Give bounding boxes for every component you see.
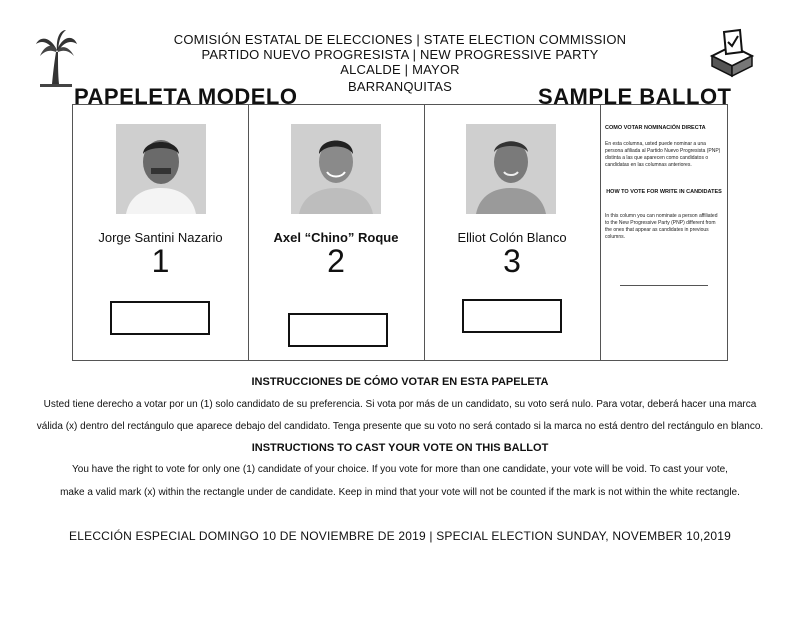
- candidate-column-3: [424, 105, 601, 360]
- write-in-text-es: En esta columna, usted puede nominar a una persona afiliada al Partido Nuevo Progresista (PNP) distinta a las que aparecen como candidatos o candidatas en las columnas anteriores.: [605, 141, 721, 168]
- instructions-text-en-1: You have the right to vote for only one (1) candidate of your choice. If you vote for more than one candidate, your vote will be void. To cast your vote,: [72, 464, 728, 475]
- candidate-number-2: 2: [327, 243, 345, 279]
- candidate-column-2: [248, 105, 425, 360]
- title-papeleta-modelo: PAPELETA MODELO: [74, 84, 298, 109]
- election-date-footer: ELECCIÓN ESPECIAL DOMINGO 10 DE NOVIEMBRE DE 2019 | SPECIAL ELECTION SUNDAY, NOVEMBER 10,2019: [69, 529, 731, 543]
- header-line-2: PARTIDO NUEVO PROGRESISTA | NEW PROGRESSIVE PARTY: [201, 47, 599, 62]
- instructions-heading-es: INSTRUCCIONES DE CÓMO VOTAR EN ESTA PAPELETA: [251, 376, 549, 388]
- write-in-text-en: In this column you can nominate a person affiliated to the New Progressive Party (PNP) different from the ones that appear as candidates in previous columns.: [605, 213, 718, 240]
- candidate-number-3: 3: [503, 243, 521, 279]
- candidate-photo-2: [291, 124, 381, 214]
- instructions-text-es-2: válida (x) dentro del rectángulo que aparece debajo del candidato. Tenga presente que su voto no será contado si la marca no está dentro del rectángulo en blanco.: [36, 421, 764, 432]
- candidate-number-1: 1: [151, 243, 170, 279]
- ballot-box-icon: [706, 28, 756, 78]
- header-line-3: ALCALDE | MAYOR: [340, 62, 460, 77]
- candidate-photo-1: [116, 124, 206, 214]
- instructions-text-es-1: Usted tiene derecho a votar por un (1) solo candidato de su preferencia. Si vota por más de un candidato, su voto será nulo. Para votar, deberá hacer una marca: [43, 399, 757, 410]
- municipality: BARRANQUITAS: [347, 79, 452, 94]
- header-line-1: COMISIÓN ESTATAL DE ELECCIONES | STATE ELECTION COMMISSION: [173, 32, 627, 47]
- candidate-name-1: Jorge Santini Nazario: [98, 230, 223, 245]
- instructions-heading-en: INSTRUCTIONS TO CAST YOUR VOTE ON THIS BALLOT: [251, 442, 549, 454]
- palm-tree-logo-icon: [32, 26, 80, 88]
- write-in-line[interactable]: [620, 285, 708, 286]
- vote-box-2[interactable]: [288, 313, 388, 347]
- instructions-text-en-2: make a valid mark (x) within the rectangle under de candidate. Keep in mind that your vote will not be counted if the mark is not within the white rectangle.: [60, 487, 740, 498]
- candidate-name-3: Elliot Colón Blanco: [457, 230, 567, 245]
- candidate-photo-3: [466, 124, 556, 214]
- write-in-title-es: COMO VOTAR NOMINACIÓN DIRECTA: [605, 125, 706, 131]
- write-in-title-en: HOW TO VOTE FOR WRITE IN CANDIDATES: [606, 189, 722, 195]
- vote-box-1[interactable]: [110, 301, 210, 335]
- candidate-column-1: [73, 105, 249, 360]
- write-in-column: [600, 105, 727, 360]
- title-sample-ballot: SAMPLE BALLOT: [538, 84, 732, 109]
- ballot-grid: [72, 104, 728, 361]
- candidate-name-2: Axel “Chino” Roque: [273, 230, 399, 245]
- vote-box-3[interactable]: [462, 299, 562, 333]
